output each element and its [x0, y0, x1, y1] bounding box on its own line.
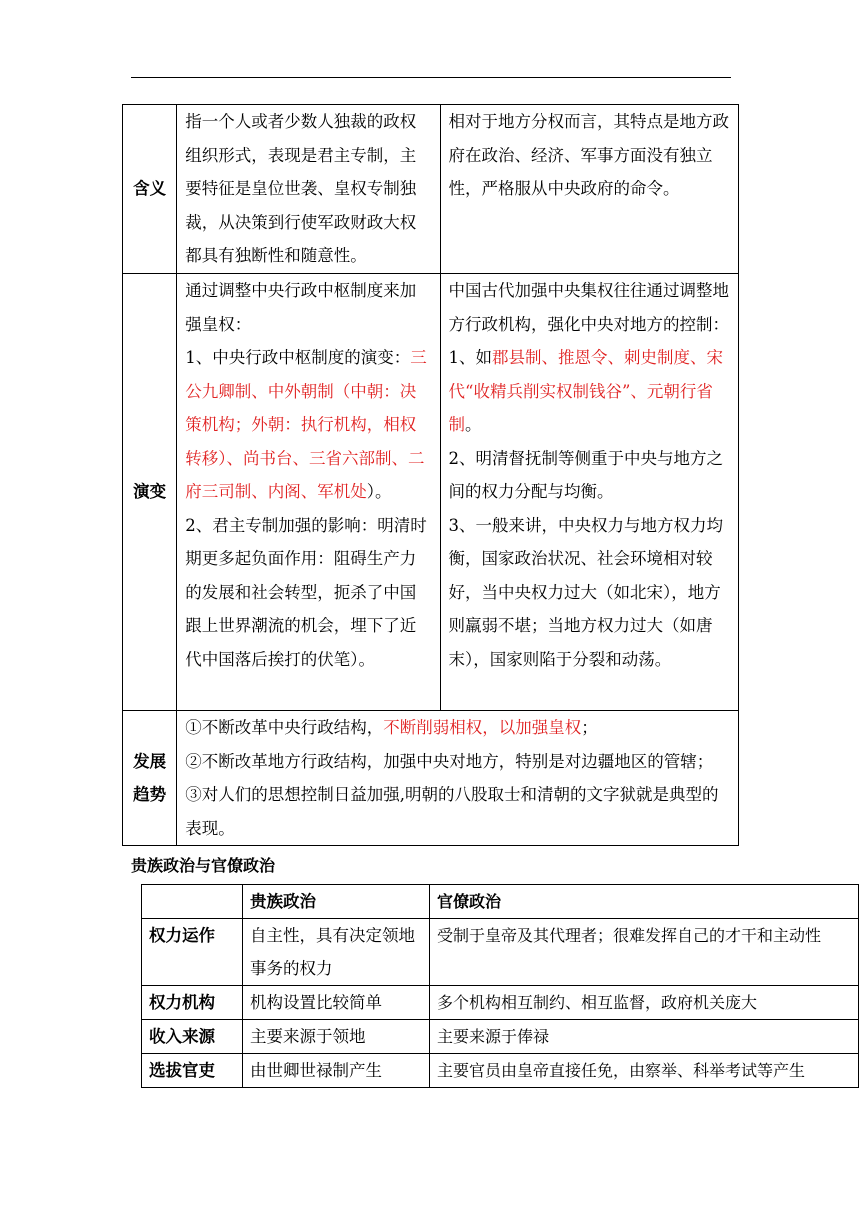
evolution-point-2: 2、君主专制加强的影响：明清时期更多起负面作用：阻碍生产力的发展和社会转型，扼杀了中国跟上世界潮流的机会，埋下了近代中国落后挨打的伏笔）。 — [185, 515, 427, 669]
evolution-point-1 — [449, 341, 730, 442]
development-trend — [177, 711, 739, 846]
centralization-evolution — [440, 274, 738, 711]
noble-cell: 机构设置比较简单 — [243, 986, 430, 1020]
noble-cell: 由世卿世禄制产生 — [243, 1054, 430, 1088]
noble-cell: 主要来源于领地 — [243, 1020, 430, 1054]
table-row — [123, 274, 739, 711]
row-label-evolution: 演变 — [123, 274, 177, 711]
table-row — [142, 1020, 859, 1054]
table-row — [142, 986, 859, 1020]
point-prefix: 1、如 — [448, 348, 493, 367]
highlighted-text: 不断削弱相权，以加强皇权 — [383, 718, 582, 737]
point-suffix: 。 — [465, 415, 482, 434]
centralization-meaning: 相对于地方分权而言，其特点是地方政府在政治、经济、军事方面没有独立性，严格服从中央政府的命令。 — [440, 105, 738, 274]
header-bureaucratic: 官僚政治 — [430, 885, 859, 919]
bureaucratic-cell: 主要官员由皇帝直接任免，由察举、科举考试等产生 — [430, 1054, 859, 1088]
row-label: 权力机构 — [142, 986, 243, 1020]
highlighted-text: 郡县制、推恩令、刺史制度、宋代“收精兵削实权制钱谷”、元朝行省制 — [448, 348, 724, 434]
evolution-point-3: 3、一般来讲，中央权力与地方权力均衡，国家政治状况、社会环境相对较好，当中央权力过大（如北宋），地方则羸弱不堪；当地方权力过大（如唐末），国家则陷于分裂和动荡。 — [448, 515, 724, 669]
evolution-point-2: 2、明清督抚制等侧重于中央与地方之间的权力分配与均衡。 — [448, 448, 724, 501]
centralization-table — [122, 104, 739, 846]
table-row — [123, 105, 739, 274]
row-label-meaning: 含义 — [123, 105, 177, 274]
row-label: 权力运作 — [142, 919, 243, 986]
section-subtitle: 贵族政治与官僚政治 — [131, 856, 276, 875]
row-label-trend: 发展趋势 — [123, 711, 177, 846]
trend-3: ③对人们的思想控制日益加强,明朝的八股取士和清朝的文字狱就是典型的表现。 — [185, 785, 719, 838]
header-rule — [131, 77, 731, 78]
table-row — [142, 919, 859, 986]
trend-2: ②不断改革地方行政结构，加强中央对地方，特别是对边疆地区的管辖； — [185, 751, 714, 771]
politics-comparison-table — [141, 884, 859, 1088]
evolution-intro: 通过调整中央行政中枢制度来加强皇权： — [185, 281, 417, 334]
evolution-point-1 — [185, 341, 431, 509]
autocracy-evolution — [177, 274, 440, 711]
noble-cell: 自主性，具有决定领地事务的权力 — [243, 919, 430, 986]
bureaucratic-cell: 受制于皇帝及其代理者；很难发挥自己的才干和主动性 — [430, 919, 859, 986]
highlighted-text: 三公九卿制、中外朝制（中朝：决策机构；外朝：执行机构，相权转移）、尚书台、三省六部制、二府三司制、内阁、军机处 — [185, 348, 427, 501]
point-suffix: ）。 — [366, 482, 392, 501]
trend-prefix: ①不断改革中央行政结构， — [185, 718, 384, 737]
bureaucratic-cell: 多个机构相互制约、相互监督，政府机关庞大 — [430, 986, 859, 1020]
trend-suffix: ； — [581, 718, 598, 737]
row-label: 收入来源 — [142, 1020, 243, 1054]
header-row — [142, 885, 859, 919]
evolution-intro: 中国古代加强中央集权往往通过调整地方行政机构，强化中央对地方的控制： — [448, 281, 730, 334]
bureaucratic-cell: 主要来源于俸禄 — [430, 1020, 859, 1054]
autocracy-meaning: 指一个人或者少数人独裁的政权组织形式，表现是君主专制，主要特征是皇位世袭、皇权专制独裁，从决策到行使军政财政大权都具有独断性和随意性。 — [177, 105, 440, 274]
point-prefix: 1、中央行政中枢制度的演变： — [185, 348, 411, 367]
header-empty — [142, 885, 243, 919]
table-row — [142, 1054, 859, 1088]
header-noble: 贵族政治 — [243, 885, 430, 919]
table-row — [123, 711, 739, 846]
row-label: 选拔官吏 — [142, 1054, 243, 1088]
trend-1 — [185, 711, 730, 745]
